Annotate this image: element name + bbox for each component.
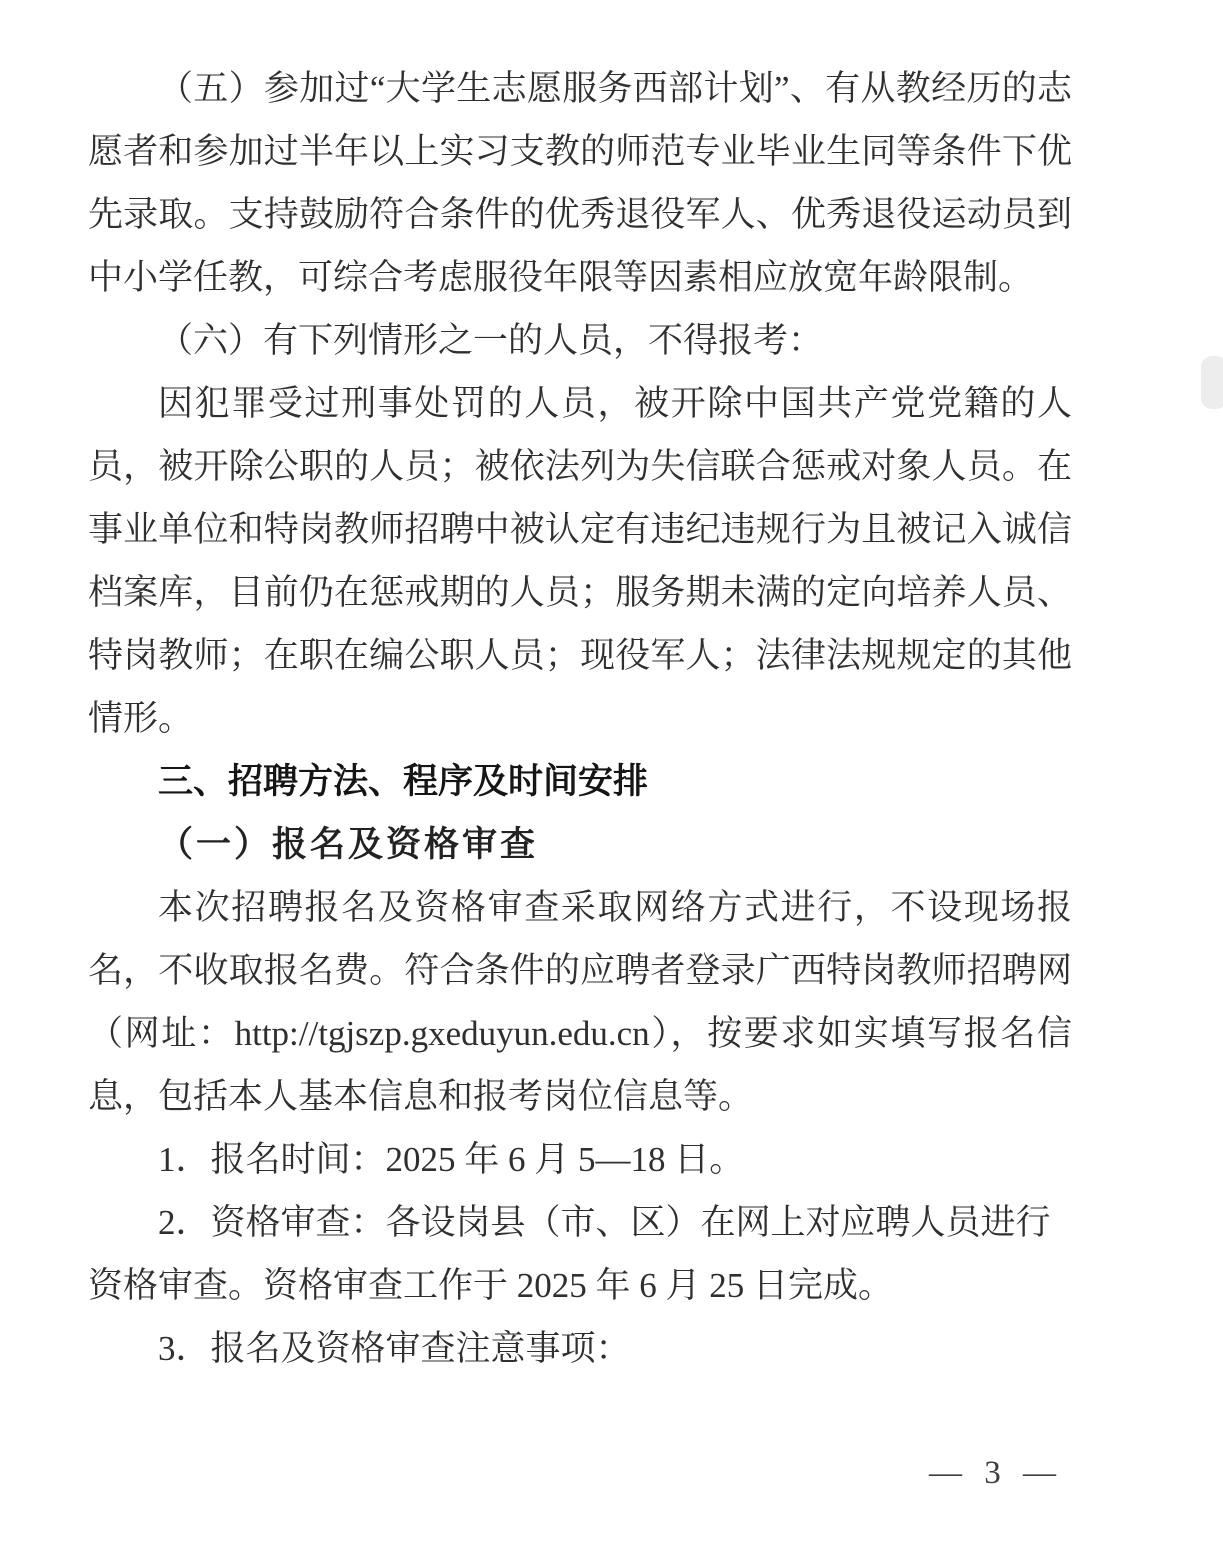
document-body bbox=[88, 57, 1072, 1380]
list-item-qualification-review: 2．资格审查：各设岗县（市、区）在网上对应聘人员进行资格审查。资格审查工作于 2025 年 6 月 25 日完成。 bbox=[88, 1203, 1051, 1305]
section-heading-recruitment-procedure: 三、招聘方法、程序及时间安排 bbox=[158, 762, 649, 801]
scrollbar-thumb[interactable] bbox=[1201, 356, 1223, 409]
paragraph-item-5: （五）参加过“大学生志愿服务西部计划”、有从教经历的志愿者和参加过半年以上实习支教的师范专业毕业生同等条件下优先录取。支持鼓励符合条件的优秀退役军人、优秀退役运动员到中小学任教，可综合考虑服役年限等因素相应放宽年龄限制。 bbox=[88, 69, 1072, 297]
page-number: — 3 — bbox=[929, 1455, 1063, 1491]
paragraph-item-6: （六）有下列情形之一的人员，不得报考： bbox=[158, 321, 824, 360]
paragraph-disqualification-list: 因犯罪受过刑事处罚的人员，被开除中国共产党党籍的人员，被开除公职的人员；被依法列为失信联合惩戒对象人员。在事业单位和特岗教师招聘中被认定有违纪违规行为且被记入诚信档案库，目前仍在惩戒期的人员；服务期未满的定向培养人员、特岗教师；在职在编公职人员；现役军人；法律法规规定的其他情形。 bbox=[88, 384, 1072, 738]
paragraph-online-registration: 本次招聘报名及资格审查采取网络方式进行，不设现场报名，不收取报名费。符合条件的应聘者登录广西特岗教师招聘网（网址：http://tgjszp.gxeduyun.edu.cn），按要求如实填写报名信息，包括本人基本信息和报考岗位信息等。 bbox=[88, 888, 1072, 1116]
subsection-heading-registration-review: （一）报名及资格审查 bbox=[158, 825, 539, 864]
list-item-registration-notes: 3．报名及资格审查注意事项： bbox=[158, 1329, 631, 1368]
list-item-registration-time: 1．报名时间：2025 年 6 月 5—18 日。 bbox=[158, 1140, 745, 1179]
